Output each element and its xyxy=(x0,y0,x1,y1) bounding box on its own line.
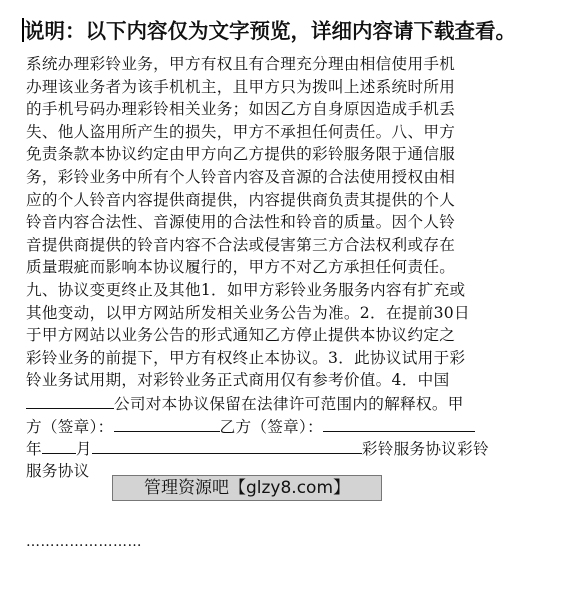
text-line: 务，彩铃业务中所有个人铃音内容及音源的合法使用授权由相 xyxy=(26,167,456,186)
text-fragment: 年 xyxy=(26,440,42,459)
watermark-banner: 管理资源吧【glzy8.com】 xyxy=(112,475,382,501)
text-fragment: 彩铃服务协议彩铃 xyxy=(361,440,489,459)
text-line: 质量瑕疵而影响本协议履行的，甲方不对乙方承担任何责任。 xyxy=(26,258,456,277)
text-fragment: 月 xyxy=(75,440,92,459)
text-line: 九、协议变更终止及其他1．如甲方彩铃业务服务内容有扩充或 xyxy=(26,280,466,299)
text-line xyxy=(26,392,566,415)
text-line: 失、他人盗用所产生的损失，甲方不承担任何责任。八、甲方 xyxy=(26,122,456,141)
text-line: 铃音内容合法性、音源使用的合法性和铃音的质量。因个人铃 xyxy=(26,213,456,232)
document-body xyxy=(26,53,566,482)
text-line: 音提供商提供的铃音内容不合法或侵害第三方合法权利或存在 xyxy=(26,235,456,254)
blank-underline xyxy=(92,437,362,454)
text-line: 办理该业务者为该手机机主，且甲方只为拨叫上述系统时所用 xyxy=(26,77,456,96)
ellipsis: …………………… xyxy=(26,534,142,550)
text-line: 系统办理彩铃业务，甲方有权且有合理充分理由相信使用手机 xyxy=(26,55,456,73)
preview-notice: 说明：以下内容仅为文字预览，详细内容请下载查看。 xyxy=(24,19,516,43)
text-line: 彩铃业务的前提下，甲方有权终止本协议。3．此协议试用于彩 xyxy=(26,348,466,367)
blank-underline xyxy=(114,415,220,432)
text-line: 其他变动，以甲方网站所发相关业务公告为准。2．在提前30日 xyxy=(26,303,470,322)
text-fragment: 方（签章）： xyxy=(26,417,114,436)
text-line: 于甲方网站以业务公告的形式通知乙方停止提供本协议约定之 xyxy=(26,326,456,345)
text-fragment: 乙方（签章）： xyxy=(219,417,324,436)
text-line: 应的个人铃音内容提供商提供，内容提供商负责其提供的个人 xyxy=(26,190,456,209)
text-fragment: 公司对本协议保留在法律许可范围内的解释权。甲 xyxy=(114,394,464,413)
text-line: 铃业务试用期，对彩铃业务正式商用仅有参考价值。4．中国 xyxy=(26,371,450,390)
text-line: 免责条款本协议约定由甲方向乙方提供的彩铃服务限于通信服 xyxy=(26,145,456,164)
blank-underline xyxy=(42,437,76,454)
text-line xyxy=(26,437,566,460)
text-line: 的手机号码办理彩铃相关业务；如因乙方自身原因造成手机丢 xyxy=(26,100,456,119)
text-line xyxy=(26,415,566,438)
text-line: 服务协议 xyxy=(26,461,90,480)
blank-underline xyxy=(323,415,475,432)
blank-underline xyxy=(26,392,114,409)
